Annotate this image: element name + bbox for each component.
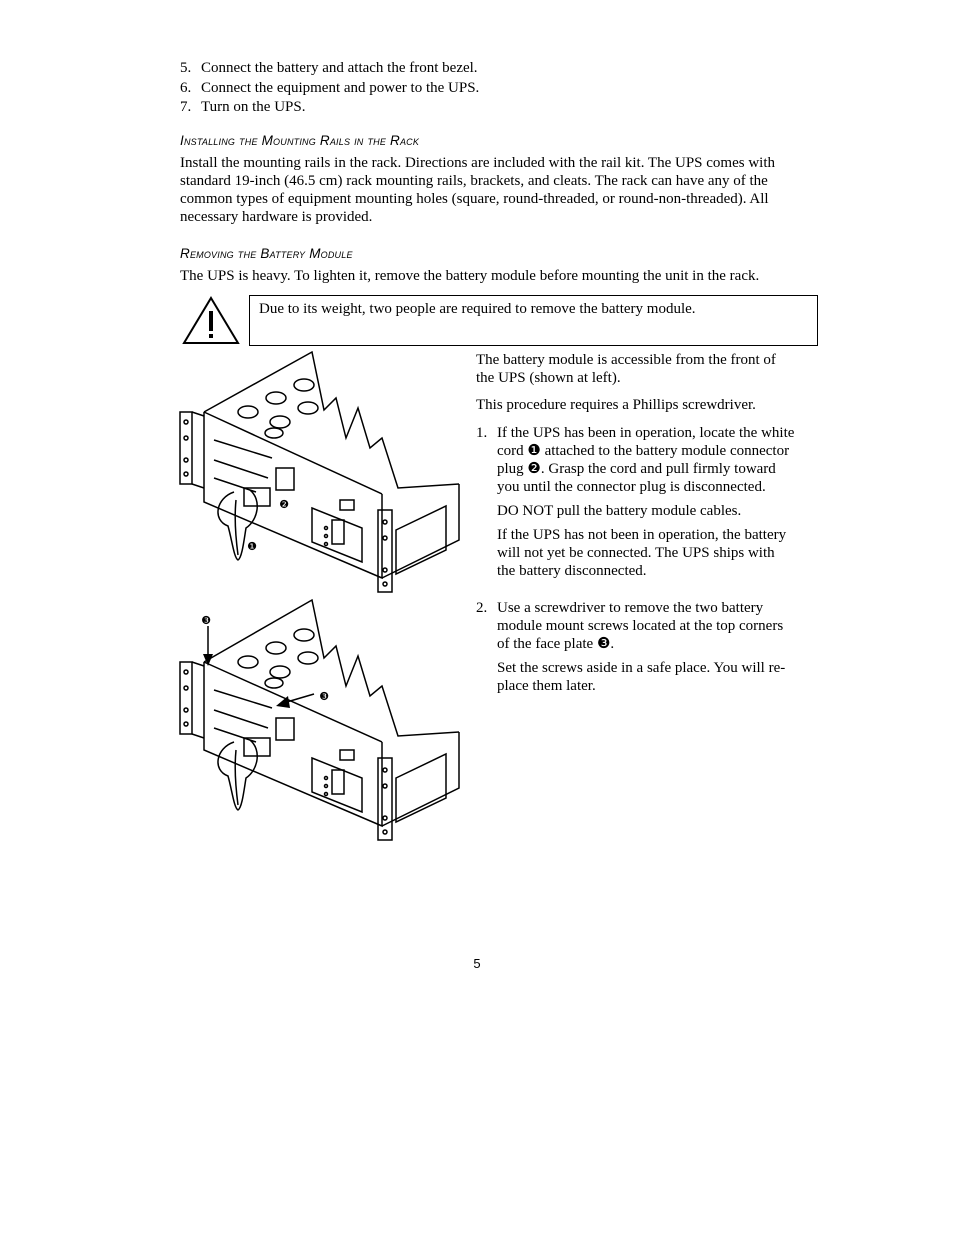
paragraph-line: necessary hardware is provided. xyxy=(180,209,373,225)
section-heading-mounting-rails xyxy=(180,132,419,150)
step-line: will not yet be connected. The UPS ships with xyxy=(497,545,775,561)
step-line: you until the connector plug is disconnected. xyxy=(497,479,766,495)
step-line: of the face plate ❸. xyxy=(497,636,615,652)
callout-3-left: ❸ xyxy=(201,614,211,627)
ups-figure-face-plate-screws xyxy=(176,598,466,848)
step-text: Connect the equipment and power to the UPS. xyxy=(201,79,480,96)
step-text: Connect the battery and attach the front bezel. xyxy=(201,60,478,76)
battery-intro-text: The UPS is heavy. To lighten it, remove the battery module before mounting the unit in the rack. xyxy=(180,268,760,284)
step-line: place them later. xyxy=(497,678,596,694)
heading-text: Removing the Battery Module xyxy=(180,246,353,261)
list-item xyxy=(180,98,800,118)
step-number: 1. xyxy=(476,425,488,441)
list-item xyxy=(180,79,800,99)
paragraph-line: common types of equipment mounting holes (square, round-threaded, or round-non-threaded). All xyxy=(180,191,769,207)
callout-3-right: ❸ xyxy=(319,690,329,703)
heading-text: Installing the Mounting Rails in the Rack xyxy=(180,133,420,148)
step-number: 6. xyxy=(180,79,192,96)
callout-1: ❶ xyxy=(247,540,257,553)
step-number: 5. xyxy=(180,60,192,76)
paragraph-line: standard 19-inch (46.5 cm) rack mounting rails, brackets, and cleats. The rack can have any of the xyxy=(180,173,768,189)
list-item xyxy=(180,59,800,79)
tool-requirement-text: This procedure requires a Phillips screwdriver. xyxy=(476,397,756,413)
step-line: the battery disconnected. xyxy=(497,563,647,579)
step-line: module mount screws located at the top corners xyxy=(497,618,784,634)
step-line: Set the screws aside in a safe place. You will re- xyxy=(497,660,786,676)
step-line: If the UPS has been in operation, locate the white xyxy=(497,425,795,441)
paragraph-line: The battery module is accessible from the front of xyxy=(476,352,776,368)
step-line: Use a screwdriver to remove the two battery xyxy=(497,600,764,616)
section-heading-battery-module xyxy=(180,245,353,263)
warning-box xyxy=(249,295,818,346)
callout-2: ❷ xyxy=(279,498,289,511)
mounting-rails-paragraph xyxy=(180,154,805,226)
ups-figure-cord-plug xyxy=(176,350,466,600)
warning-text: Due to its weight, two people are required to remove the battery module. xyxy=(259,301,696,317)
paragraph-line: the UPS (shown at left). xyxy=(476,370,621,386)
step-number: 2. xyxy=(476,600,488,616)
warning-triangle-icon xyxy=(182,296,240,345)
step-line: cord ❶ attached to the battery module connector xyxy=(497,443,790,459)
step-text: Turn on the UPS. xyxy=(201,99,306,115)
access-paragraph xyxy=(476,351,811,387)
page-number: 5 xyxy=(473,956,481,971)
intro-steps-list xyxy=(180,59,800,118)
step-note: DO NOT pull the battery module cables. xyxy=(497,503,742,519)
paragraph-line: Install the mounting rails in the rack. Directions are included with the rail kit. The UPS comes with xyxy=(180,155,776,171)
step-line: If the UPS has not been in operation, the battery xyxy=(497,527,787,543)
step-line: plug ❷. Grasp the cord and pull firmly toward xyxy=(497,461,776,477)
step-number: 7. xyxy=(180,99,192,115)
